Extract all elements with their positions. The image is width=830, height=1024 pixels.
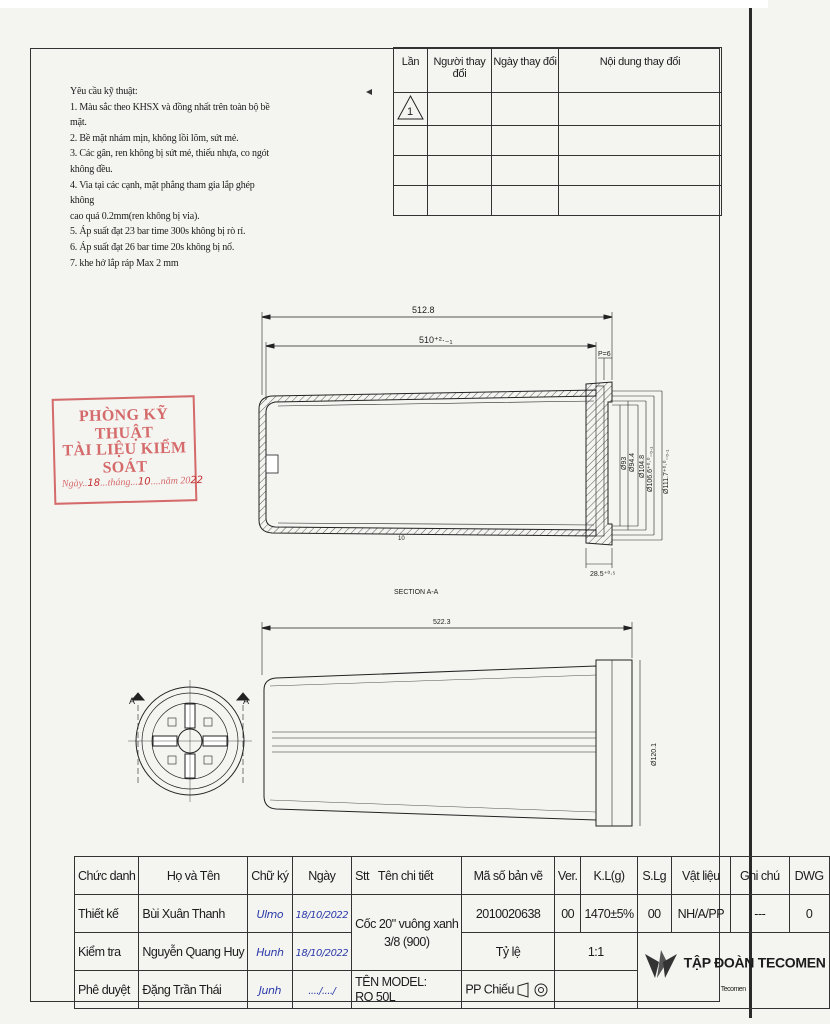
tb-header-material: Vật liệu (671, 857, 730, 895)
side-view (262, 622, 640, 826)
stamp-day: 18 (87, 477, 101, 489)
logo-caption: Tecomen (720, 985, 746, 993)
tb-designer-date (292, 895, 352, 933)
dim-overall-length: 512.8 (412, 305, 435, 315)
tb-header-kl: K.L(g) (581, 857, 637, 895)
tb-header-detail-name: Tên chi tiết (377, 868, 434, 883)
stamp-department: PHÒNG KỸ THUẬT (78, 405, 169, 443)
note-line: 6. Áp suất đạt 26 bar time 20s không bị nổ. (70, 241, 235, 253)
projection-symbol-icon (517, 982, 551, 998)
tb-ver: 00 (554, 895, 581, 933)
note-line: cao quá 0.2mm(ren không bị via). (70, 210, 200, 222)
tb-designer-name: Bùi Xuân Thanh (139, 895, 248, 933)
dim-small-mark: 10 (398, 536, 405, 542)
dim-d111: Ø111.7⁺⁰·⁰₋₀.₁ (663, 449, 670, 494)
tb-header-dwg: DWG (789, 857, 829, 895)
company-name: TẬP ĐOÀN TECOMEN (683, 953, 826, 970)
tb-scale-label: Tỷ lệ (462, 933, 555, 971)
rev-header-lan: Lần (394, 48, 428, 93)
designer-date: 18/10/2022 (295, 909, 349, 921)
note-line: 5. Áp suất đạt 23 bar time 300s không bị rò rỉ. (70, 226, 246, 238)
view-arrow-icon (366, 89, 372, 95)
tb-checker-signature (248, 933, 292, 971)
note-line: 4. Via tại các cạnh, mặt phẳng tham gia lắp ghép không (70, 179, 255, 207)
stamp-year: 22 (190, 474, 204, 487)
note-line: không đều. (70, 163, 113, 175)
note-line: mặt. (70, 117, 87, 129)
tb-approver-date (292, 971, 352, 1009)
rev-header-date: Ngày thay đổi (492, 48, 559, 93)
tb-checker-role: Kiểm tra (75, 933, 139, 971)
dim-thread-length: 28.5⁺⁰·⁵ (590, 571, 616, 578)
stamp-date-prefix: Ngày (61, 478, 83, 490)
tecomen-logo-icon (641, 948, 681, 980)
section-label: SECTION A-A (394, 589, 439, 596)
tb-header-date: Ngày (292, 857, 352, 895)
rev-header-person: Người thay đổi (428, 48, 492, 93)
tb-header-stt: Stt (355, 868, 369, 883)
tb-header-ver: Ver. (554, 857, 581, 895)
tb-designer-signature (248, 895, 292, 933)
dim-rib-p6: P=6 (598, 351, 611, 358)
stamp-year-label: năm 20 (160, 475, 191, 488)
stamp-date: Ngày..18...tháng...10....năm 2022 (61, 474, 204, 490)
note-line: 2. Bề mặt nhám mịn, không lồi lõm, sứt mẻ. (70, 132, 239, 144)
dim-d93: Ø93 (621, 456, 628, 470)
tb-checker-name: Nguyễn Quang Huy (139, 933, 248, 971)
dim-outer-diameter: Ø120.1 (651, 743, 658, 766)
revision-number: 1 (407, 106, 414, 118)
tb-approver-signature (248, 971, 292, 1009)
tb-header-name: Họ và Tên (139, 857, 248, 895)
tb-approver-name: Đặng Trần Thái (139, 971, 248, 1009)
tb-dwg: 0 (789, 895, 829, 933)
stamp-month: 10 (137, 476, 151, 488)
tb-approver-role: Phê duyệt (75, 971, 139, 1009)
tb-projection (462, 971, 555, 1009)
cut-mark-a-right: A (243, 696, 250, 706)
part-name-line1: Cốc 20" vuông xanh (355, 916, 459, 931)
approver-date: ..../..../ (308, 985, 336, 997)
tb-designer-role: Thiết kế (75, 895, 139, 933)
tb-header-drawing-code: Mã số bản vẽ (462, 857, 555, 895)
checker-signature: Hunh (256, 945, 284, 959)
dim-inner-length: 510⁺²·₋₁ (419, 335, 453, 345)
title-block (74, 856, 830, 1009)
dim-outer-length: 522.3 (433, 619, 451, 626)
checker-date: 18/10/2022 (295, 947, 349, 959)
dim-d104: Ø104.8 (639, 455, 646, 478)
tb-model (352, 971, 462, 1009)
tb-checker-date (292, 933, 352, 971)
note-line: 1. Màu sắc theo KHSX và đồng nhất trên toàn bộ bề (70, 101, 270, 113)
tb-header-detail (352, 857, 462, 895)
approver-signature: Junh (258, 983, 281, 997)
tb-kl: 1470±5% (581, 895, 637, 933)
dim-d94: Ø94.4 (629, 452, 636, 472)
tb-empty-cell (554, 971, 637, 1009)
model-value: RO 50L (355, 989, 396, 1004)
tb-header-signature: Chữ ký (248, 857, 292, 895)
tb-slg: 00 (637, 895, 671, 933)
designer-signature: Ulmo (256, 907, 284, 921)
tb-material: NH/A/PP (671, 895, 730, 933)
note-line: 3. Các gân, ren không bị sứt mẻ, thiếu nhựa, co ngót (70, 148, 270, 160)
cut-mark-a-left: A (129, 696, 136, 706)
tb-note: --- (730, 895, 789, 933)
tb-header-position: Chức danh (75, 857, 139, 895)
model-label: TÊN MODEL: (355, 974, 427, 989)
tb-drawing-code: 2010020638 (462, 895, 555, 933)
projection-label: PP Chiếu (465, 981, 514, 996)
tb-scale-value: 1:1 (554, 933, 637, 971)
end-view (128, 680, 252, 802)
stamp-controlled-doc: TÀI LIỆU KIỂM SOÁT (62, 439, 187, 477)
stamp-month-label: tháng (107, 476, 131, 489)
tb-part-name (352, 895, 462, 971)
tb-header-note: Ghi chú (730, 857, 789, 895)
tb-header-slg: S.Lg (637, 857, 671, 895)
part-name-line2: 3/8 (900) (383, 934, 430, 949)
dim-d106: Ø106.6⁺⁰·⁰₋₀.₁ (647, 446, 654, 492)
tb-company (637, 933, 829, 1009)
note-line: 7. khe hở lắp ráp Max 2 mm (70, 257, 179, 269)
notes-title: Yêu cầu kỹ thuật: (70, 86, 138, 97)
rev-header-content: Nội dung thay đổi (559, 48, 722, 93)
